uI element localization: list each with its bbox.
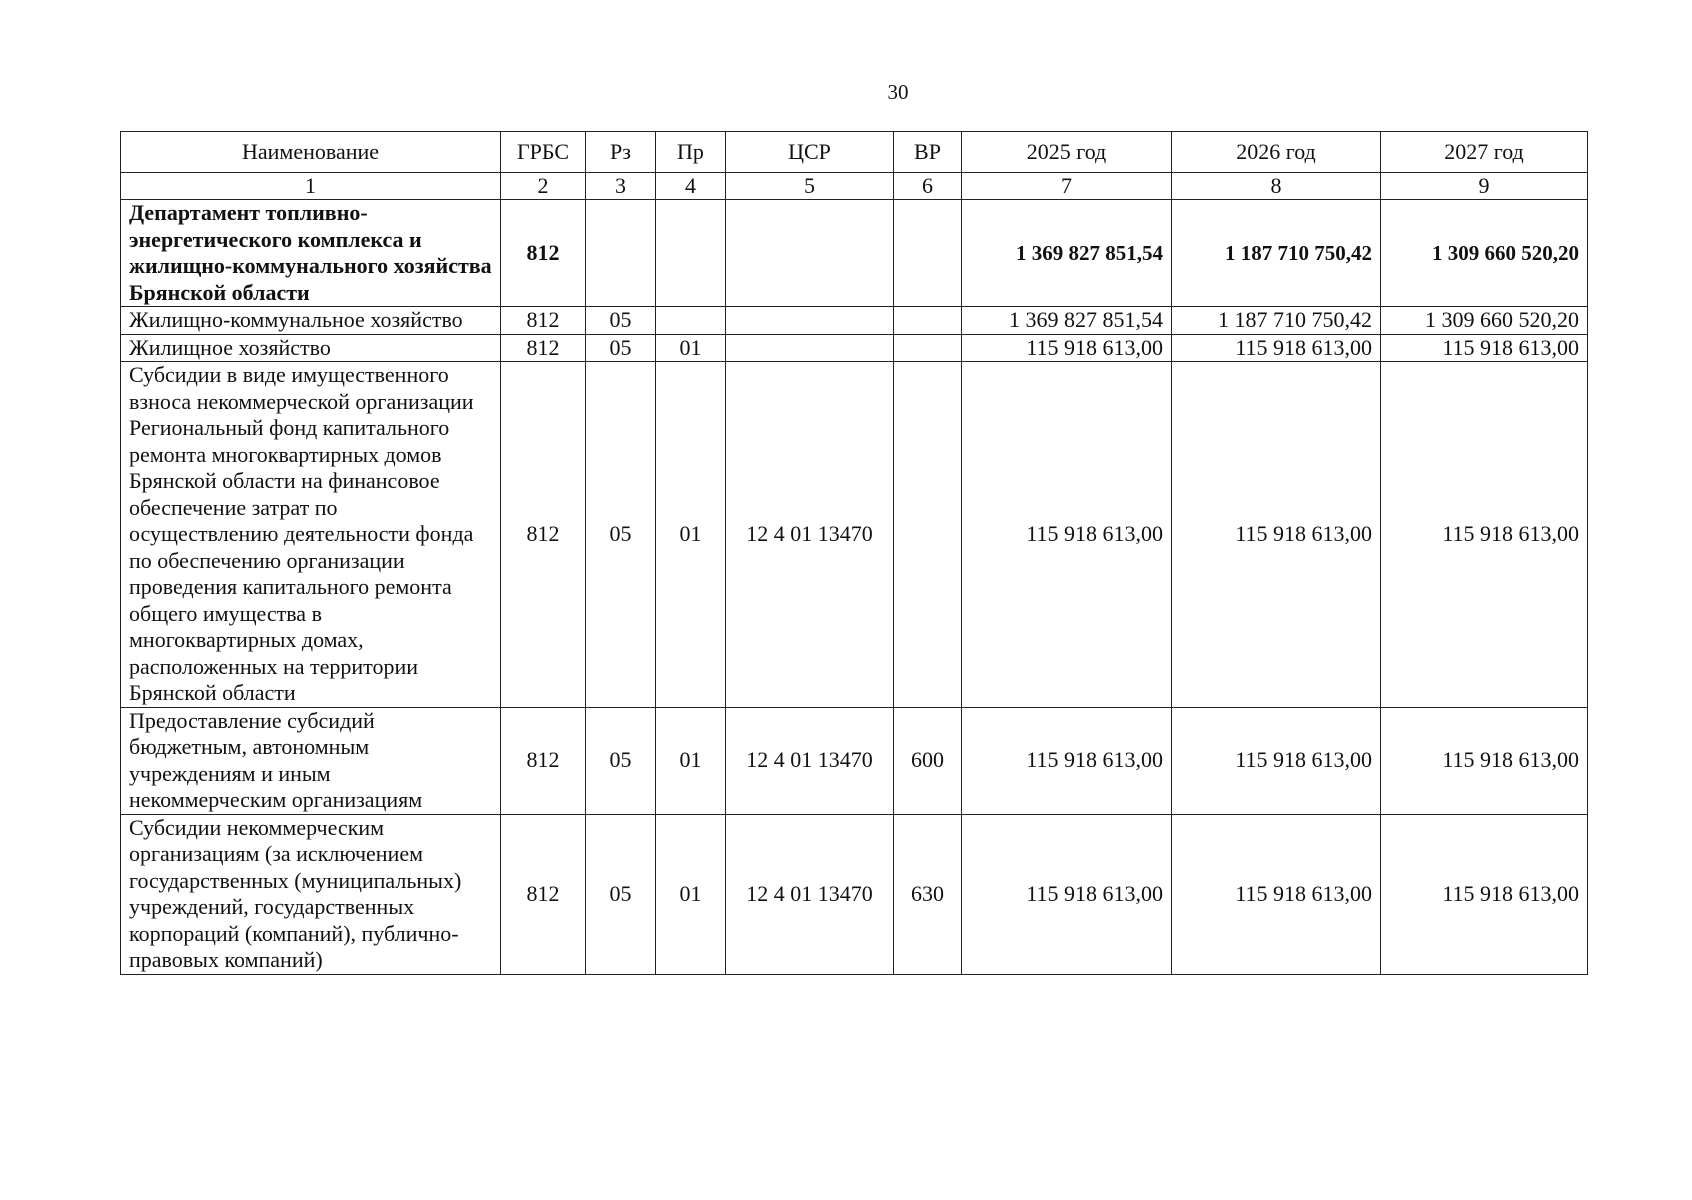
column-number: 7 [962,173,1172,200]
row-csr [726,307,894,335]
row-vr [894,362,962,708]
row-amount-2026: 115 918 613,00 [1172,707,1381,814]
header-2026: 2026 год [1172,132,1381,173]
column-number: 1 [121,173,501,200]
row-rz: 05 [586,334,656,362]
row-amount-2027: 115 918 613,00 [1381,814,1588,974]
row-csr: 12 4 01 13470 [726,362,894,708]
row-amount-2025: 115 918 613,00 [962,334,1172,362]
column-number-row [121,173,1588,200]
budget-table [120,131,1588,975]
row-grbs: 812 [501,362,586,708]
table-row [121,200,1588,307]
row-csr [726,200,894,307]
row-amount-2026: 1 187 710 750,42 [1172,200,1381,307]
row-grbs: 812 [501,707,586,814]
row-csr [726,334,894,362]
row-amount-2025: 1 369 827 851,54 [962,307,1172,335]
column-number: 5 [726,173,894,200]
row-pr [656,200,726,307]
column-number: 8 [1172,173,1381,200]
row-vr: 600 [894,707,962,814]
row-amount-2025: 115 918 613,00 [962,362,1172,708]
row-amount-2027: 115 918 613,00 [1381,707,1588,814]
column-number: 2 [501,173,586,200]
row-pr: 01 [656,814,726,974]
table-row [121,334,1588,362]
row-name: Жилищно-коммунальное хозяйство [121,307,501,335]
row-rz [586,200,656,307]
row-rz: 05 [586,707,656,814]
row-amount-2027: 115 918 613,00 [1381,334,1588,362]
row-name: Субсидии некоммерческим организациям (за исключением государственных (муниципальных) учреждений, государственных корпораций (компаний), публично-правовых компаний) [121,814,501,974]
header-2025: 2025 год [962,132,1172,173]
header-2027: 2027 год [1381,132,1588,173]
table-row [121,814,1588,974]
row-grbs: 812 [501,814,586,974]
header-row [121,132,1588,173]
header-csr: ЦСР [726,132,894,173]
row-csr: 12 4 01 13470 [726,707,894,814]
row-amount-2026: 1 187 710 750,42 [1172,307,1381,335]
table-row [121,707,1588,814]
row-grbs: 812 [501,200,586,307]
row-grbs: 812 [501,307,586,335]
row-amount-2025: 1 369 827 851,54 [962,200,1172,307]
row-vr [894,200,962,307]
row-amount-2026: 115 918 613,00 [1172,334,1381,362]
row-amount-2025: 115 918 613,00 [962,814,1172,974]
header-vr: ВР [894,132,962,173]
row-name: Департамент топливно-энергетического комплекса и жилищно-коммунального хозяйства Брянской области [121,200,501,307]
row-csr: 12 4 01 13470 [726,814,894,974]
row-rz: 05 [586,362,656,708]
row-rz: 05 [586,814,656,974]
row-amount-2027: 115 918 613,00 [1381,362,1588,708]
row-amount-2026: 115 918 613,00 [1172,814,1381,974]
table-row [121,307,1588,335]
row-amount-2027: 1 309 660 520,20 [1381,200,1588,307]
column-number: 3 [586,173,656,200]
row-rz: 05 [586,307,656,335]
row-amount-2027: 1 309 660 520,20 [1381,307,1588,335]
header-name: Наименование [121,132,501,173]
row-pr: 01 [656,334,726,362]
row-vr [894,307,962,335]
header-rz: Рз [586,132,656,173]
column-number: 9 [1381,173,1588,200]
row-amount-2025: 115 918 613,00 [962,707,1172,814]
header-pr: Пр [656,132,726,173]
row-vr [894,334,962,362]
row-vr: 630 [894,814,962,974]
column-number: 4 [656,173,726,200]
row-pr: 01 [656,362,726,708]
row-pr: 01 [656,707,726,814]
row-name: Жилищное хозяйство [121,334,501,362]
page-number: 30 [887,80,909,104]
row-pr [656,307,726,335]
row-name: Субсидии в виде имущественного взноса некоммерческой организации Региональный фонд капитального ремонта многоквартирных домов Брянской области на финансовое обеспечение затрат по осуществлению деятельности фонда по обеспечению организации проведения капитального ремонта общего имущества в многоквартирных домах, расположенных на территории Брянской области [121,362,501,708]
row-name: Предоставление субсидий бюджетным, автономным учреждениям и иным некоммерческим организациям [121,707,501,814]
row-grbs: 812 [501,334,586,362]
row-amount-2026: 115 918 613,00 [1172,362,1381,708]
table-row [121,362,1588,708]
header-grbs: ГРБС [501,132,586,173]
column-number: 6 [894,173,962,200]
